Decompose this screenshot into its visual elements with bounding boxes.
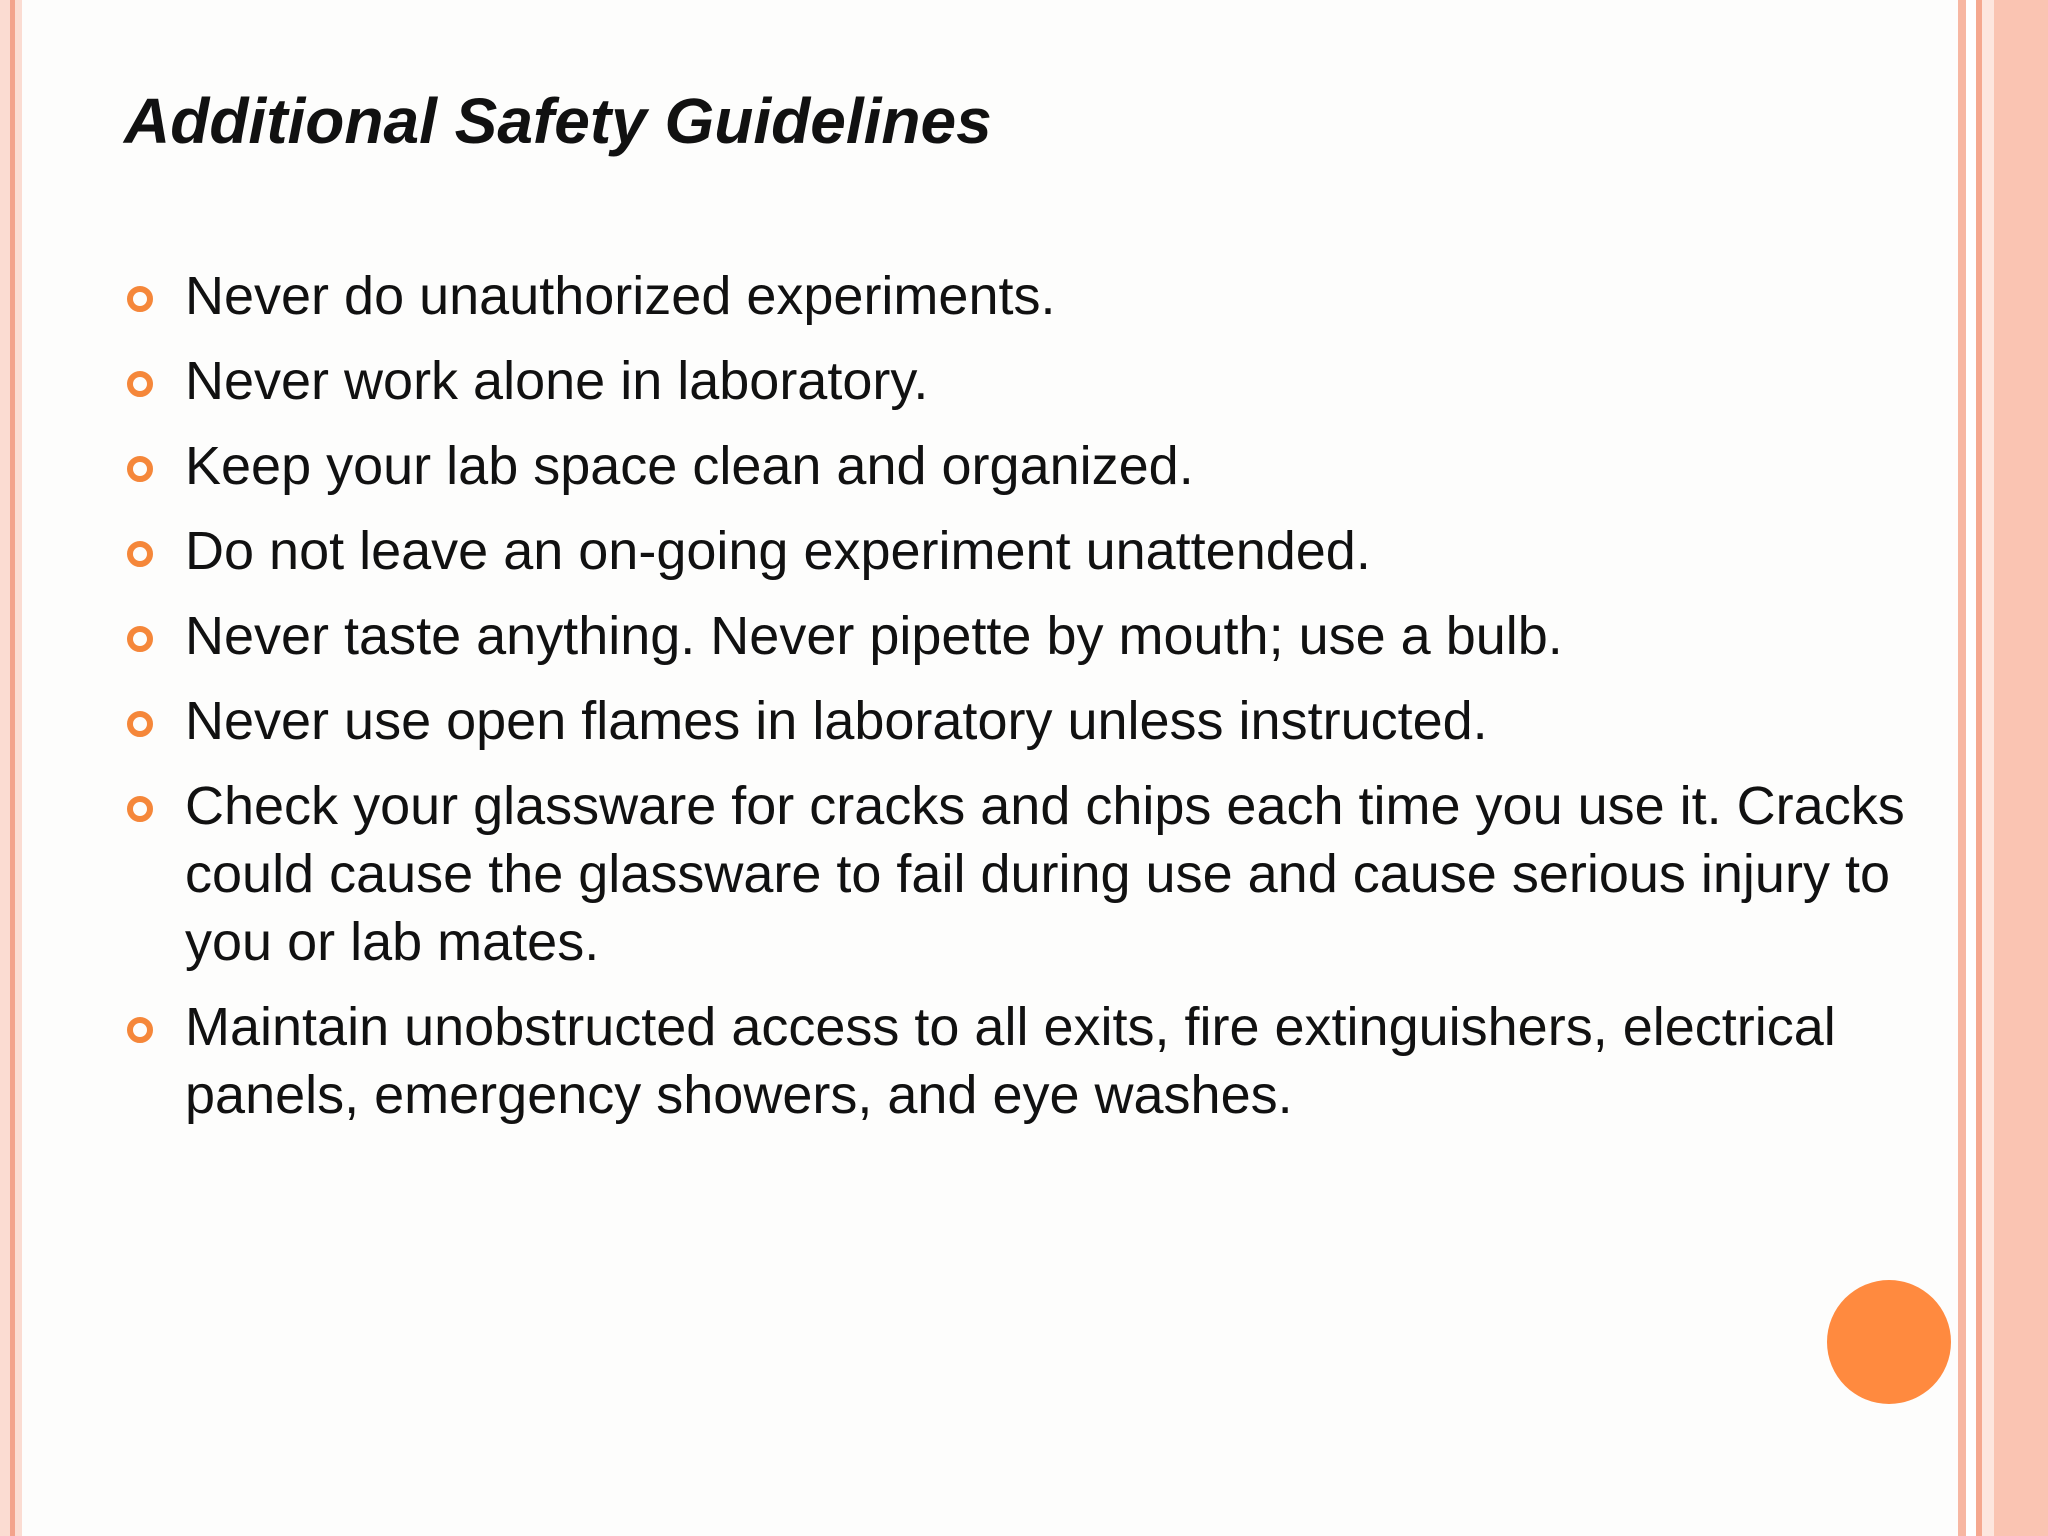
bullet-icon (127, 541, 153, 567)
bullet-item (124, 993, 1964, 1129)
bullet-text: Check your glassware for cracks and chips each time you use it. Cracks could cause the glassware to fail during use and cause serious injury to you or lab mates. (185, 776, 1905, 972)
bullet-item (124, 432, 1964, 500)
orange-decorative-circle (1827, 1280, 1951, 1404)
bullet-icon (127, 286, 153, 312)
bullet-text: Keep your lab space clean and organized. (185, 436, 1194, 496)
right-border-stripe (1982, 0, 1994, 1536)
bullet-icon (127, 371, 153, 397)
bullet-icon (127, 456, 153, 482)
right-decorative-border (1958, 0, 2048, 1536)
slide-title: Additional Safety Guidelines (124, 85, 992, 157)
bullet-icon (127, 711, 153, 737)
right-border-stripe (1958, 0, 1966, 1536)
bullet-icon (127, 796, 153, 822)
bullet-text: Never work alone in laboratory. (185, 351, 929, 411)
bullet-icon (127, 626, 153, 652)
left-decorative-border (0, 0, 22, 1536)
bullet-item (124, 687, 1964, 755)
bullet-icon (127, 1017, 153, 1043)
bullet-item (124, 517, 1964, 585)
bullet-text: Never use open flames in laboratory unless instructed. (185, 691, 1488, 751)
right-border-stripe (1966, 0, 1976, 1536)
left-border-stripe (10, 0, 15, 1536)
bullet-item (124, 602, 1964, 670)
bullet-item (124, 262, 1964, 330)
bullet-item (124, 347, 1964, 415)
bullet-text: Never do unauthorized experiments. (185, 266, 1056, 326)
bullet-text: Maintain unobstructed access to all exits, fire extinguishers, electrical panels, emergency showers, and eye washes. (185, 997, 1836, 1125)
bullet-text: Do not leave an on-going experiment unattended. (185, 521, 1371, 581)
bullet-list (124, 262, 1964, 1146)
bullet-item (124, 772, 1964, 976)
bullet-text: Never taste anything. Never pipette by mouth; use a bulb. (185, 606, 1563, 666)
right-border-stripe (1994, 0, 2048, 1536)
